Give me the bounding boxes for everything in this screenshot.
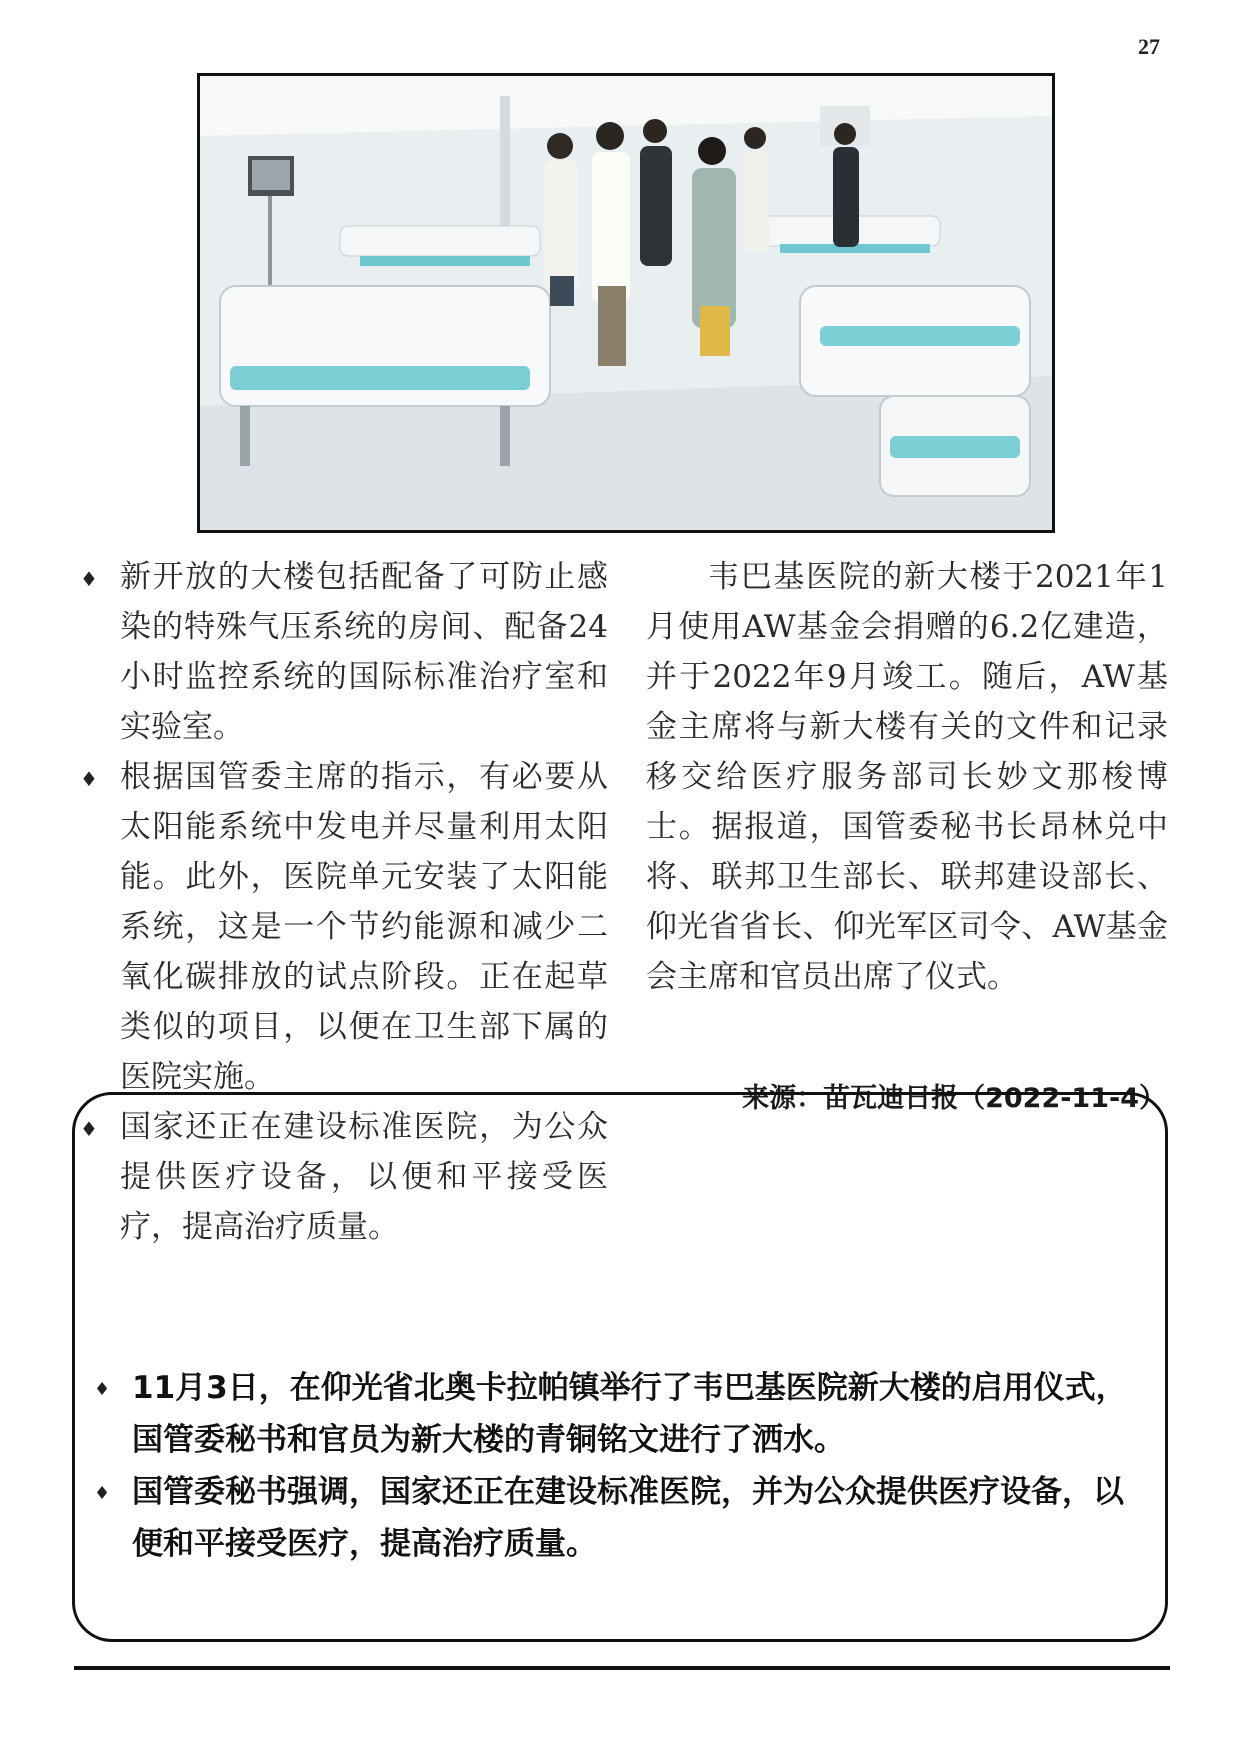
left-bullet-text: 新开放的大楼包括配备了可防止感染的特殊气压系统的房间、配备24小时监控系统的国际标准治疗室和实验室。 xyxy=(120,559,608,745)
diamond-bullet-icon: ♦ xyxy=(80,567,98,591)
left-bullet-item xyxy=(80,752,608,1102)
diamond-bullet-icon: ♦ xyxy=(94,1483,111,1504)
hospital-ward-illustration xyxy=(200,76,1052,530)
summary-bullets xyxy=(94,1362,1144,1570)
hospital-ward-photo xyxy=(197,73,1055,533)
source-credit: 来源：苗瓦迪日报（2022-11-4） xyxy=(742,1083,1166,1114)
summary-bullet-text: 国管委秘书强调，国家还正在建设标准医院，并为公众提供医疗设备，以便和平接受医疗，提高治疗质量。 xyxy=(132,1474,1124,1562)
summary-bullet-item xyxy=(94,1362,1144,1466)
left-bullet-text: 国家还正在建设标准医院，为公众提供医疗设备，以便和平接受医疗，提高治疗质量。 xyxy=(120,1109,608,1245)
bottom-divider xyxy=(74,1666,1170,1670)
summary-bullet-text: 11月3日，在仰光省北奥卡拉帕镇举行了韦巴基医院新大楼的启用仪式，国管委秘书和官员为新大楼的青铜铭文进行了洒水。 xyxy=(132,1370,1127,1458)
left-bullet-item xyxy=(80,552,608,752)
page-number: 27 xyxy=(1138,34,1160,59)
diamond-bullet-icon: ♦ xyxy=(94,1379,111,1400)
left-bullet-text: 根据国管委主席的指示，有必要从太阳能系统中发电并尽量利用太阳能。此外，医院单元安装了太阳能系统，这是一个节约能源和减少二氧化碳排放的试点阶段。正在起草类似的项目，以便在卫生部下属的医院实施。 xyxy=(120,759,608,1095)
diamond-bullet-icon: ♦ xyxy=(80,1117,98,1141)
right-column xyxy=(646,552,1168,1002)
article-paragraph: 韦巴基医院的新大楼于2021年1月使用AW基金会捐赠的6.2亿建造，并于2022年9月竣工。随后，AW基金主席将与新大楼有关的文件和记录移交给医疗服务部司长妙文那梭博士。据报道，国管委秘书长昂林兑中将、联邦卫生部长、联邦建设部长、仰光省省长、仰光军区司令、AW基金会主席和官员出席了仪式。 xyxy=(646,559,1168,995)
diamond-bullet-icon: ♦ xyxy=(80,767,98,791)
summary-bullet-item xyxy=(94,1466,1144,1570)
